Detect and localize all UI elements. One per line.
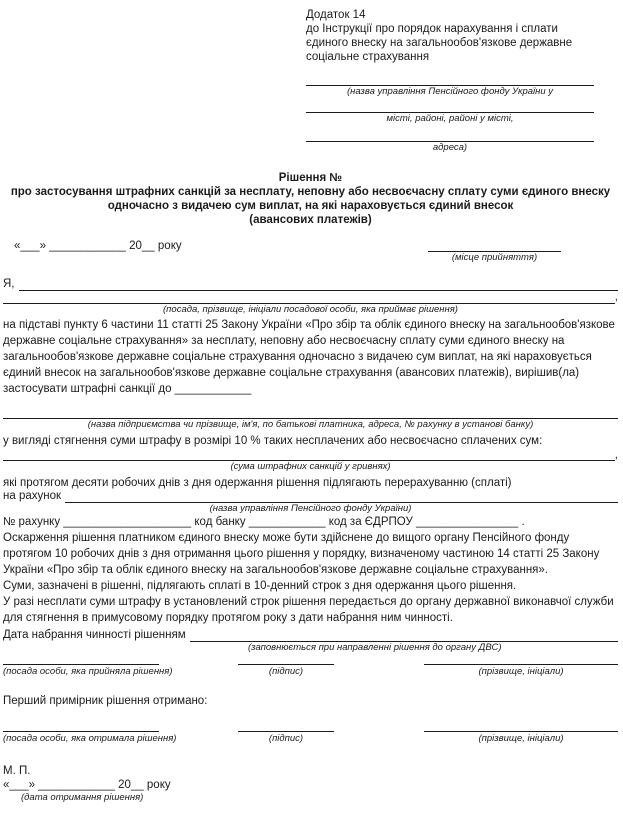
fine-sum-field [3,449,618,461]
blank-field-line [238,722,334,732]
blank-field-line [3,291,615,304]
position-field [3,655,173,677]
account-prefix: на рахунок [3,490,62,502]
appendix-instruction: до Інструкції про порядок нарахування і сплати єдиного внеску на загальнообов'язкове державне соціальне страхування [306,23,573,63]
fine-clause: у вигляді стягнення суми штрафу в розмірі 10 % таких несплачених або несвоєчасно сплачених сум: [3,435,543,447]
blank-field-line [3,449,615,461]
blank-field-line [3,722,159,732]
blank-field-line [424,722,618,732]
name-field [424,722,618,744]
payer-field-line [3,397,618,419]
blank-field-line [238,655,334,665]
name-caption: (прізвище, ініціали) [478,733,564,744]
document-title [3,171,618,227]
sum-caption: (сума штрафних санкцій у гривнях) [230,461,391,472]
blank-field-line [190,628,618,642]
name-field [424,655,618,677]
position-caption: (посада особи, яка отримала рішення) [3,733,177,744]
appendix-number: Додаток 14 [306,9,366,21]
appendix-header [306,8,594,153]
blank-field-line [65,490,618,503]
officer-caption: (посада, прізвище, ініціали посадової особи, яка приймає рішення) [163,304,458,315]
account-row [3,490,618,503]
name-caption: (прізвище, ініціали) [478,666,564,677]
signature-caption: (підпис) [268,666,304,677]
pension-fund-address-field [306,124,594,153]
decision-date-blank: «___» ____________ 20__ року [14,240,182,252]
declarant-prefix: Я, [3,278,15,290]
title-subject: про застосування штрафних санкцій за несплату, неповну або несвоєчасну сплату суми єдиного внеску одночасно з видачею сум виплат, на які нараховується єдиний внесок [10,186,611,212]
declarant-extra-line [3,291,618,304]
signature-caption: (підпис) [268,733,304,744]
effective-date-row [3,628,618,642]
appeal-paragraph: Оскарження рішення платником єдиного внеску може бути здійснене до вищого органу Пенсійного фонду протягом 10 робочих днів з дня отримання цього рішення у порядку, визначеному частиною 14 статті 25 Закону України «Про збір та облік єдиного внеску на загальнообов'язкове державне соціальне страхування». [3,532,600,576]
account-details: № рахунку ____________________ код банку ____________ код за ЄДРПОУ ________________ . [3,516,525,528]
dvs-caption: (заповнюється при направленні рішення до органу ДВС) [248,642,502,653]
payer-caption: (назва підприємства чи прізвище, ім'я, по батькові платника, адреса, № рахунку в установі банку) [87,419,534,430]
receipt-signature-row [3,722,618,744]
place-field [428,240,561,263]
blank-field-line [424,655,618,665]
title-parenthetical: (авансових платежів) [249,214,372,226]
blank-field-line [3,655,159,665]
stamp-label: М. П. [3,765,31,777]
blank-field-line [428,240,561,252]
position-caption: (посада особи, яка прийняла рішення) [3,666,173,677]
decision-date-row [3,240,618,263]
field-caption: (назва управління Пенсійного фонду України у [346,86,554,97]
first-copy-label: Перший примірник рішення отримано: [3,695,208,707]
enforcement-paragraph: У разі несплати суми штрафу в установлений строк рішення передається до органу державної виконавчої служби для стягнення в примусовому порядку протягом року з дати набрання ним чинності. [3,596,614,624]
field-caption: місті, районі, районі у місті, [386,113,514,124]
decision-signature-row [3,655,618,677]
transfer-clause: які протягом десяти робочих днів з дня одержання рішення підлягають перерахуванню (сплаті) [3,477,512,489]
basis-paragraph: на підставі пункту 6 частини 11 статті 25 Закону України «Про збір та облік єдиного внеску на загальнообов'язкове державне соціальне страхування» за несплату, неповну або несвоєчасну сплату суми єдиного внеску на загальнообов'язкове державне соціальне страхування одночасно з видачею сум виплат, на які нараховується єдиний внесок на загальнообов'язкове державне соціальне страхування (авансових платежів), вирішив(ла) застосувати штрафні санкції до ____________ [3,319,615,395]
place-caption: (місце прийняття) [451,252,538,263]
trailing-comma: , [614,449,618,461]
fund-caption: (назва управління Пенсійного фонду України) [209,503,412,514]
signature-field [238,722,334,744]
blank-field-line [19,277,619,291]
declarant-line [3,277,618,291]
trailing-comma: , [614,291,618,303]
field-caption: адреса) [432,142,468,153]
blank-field-line [306,97,594,113]
effective-date-prefix: Дата набрання чинності рішенням [3,629,186,641]
signature-field [238,655,334,677]
blank-field-line [306,124,594,142]
payment-term-paragraph: Суми, зазначені в рішенні, підлягають сплаті в 10-денний строк з дня одержання цього рішення. [3,580,517,592]
receipt-date-caption: (дата отримання рішення) [21,792,144,803]
receipt-date-blank: «___» ____________ 20__ року [3,779,171,791]
blank-field-line [306,64,594,86]
pension-fund-name-field [306,64,594,97]
title-decision-number: Рішення № [278,172,343,184]
position-field [3,722,177,744]
pension-fund-location-field [306,97,594,124]
